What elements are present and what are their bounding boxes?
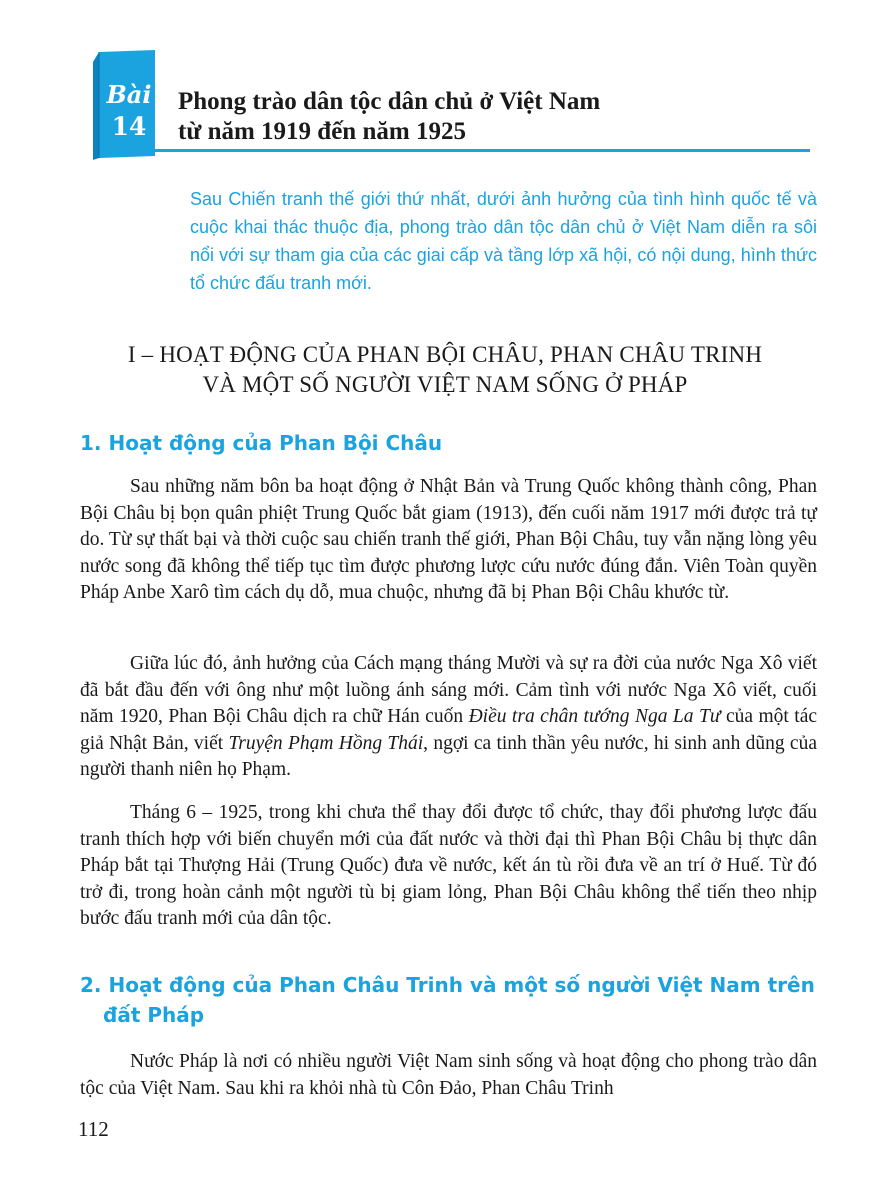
paragraph-2-part-b: của một tác giả Nhật Bản, viết [80, 706, 818, 754]
section-heading-line2: VÀ MỘT SỐ NGƯỜI VIỆT NAM SỐNG Ở PHÁP [202, 372, 688, 397]
paragraph-4: Nước Pháp là nơi có nhiều người Việt Nam sinh sống và hoạt động cho phong trào dân tộc của Việt Nam. Sau khi ra khỏi nhà tù Côn Đảo, Phan Châu Trinh [80, 1051, 817, 1099]
lesson-number: 14 [111, 112, 147, 141]
lesson-label: Bài [106, 80, 152, 109]
lesson-title-line1: Phong trào dân tộc dân chủ ở Việt Nam [178, 88, 601, 115]
title-divider [155, 149, 810, 152]
subheading-1: 1. Hoạt động của Phan Bội Châu [80, 431, 443, 455]
paragraph-2 [80, 651, 817, 784]
page-number: 112 [78, 1117, 109, 1141]
book-title-2: Truyện Phạm Hồng Thái [228, 732, 424, 754]
paragraph-2-part-c: , ngợi ca tinh thần yêu nước, hi sinh anh dũng của người thanh niên họ Phạm. [80, 732, 817, 781]
lesson-badge [93, 50, 155, 160]
subheading-2 [80, 970, 820, 1030]
section-heading [60, 340, 830, 400]
section-heading-line1: I – HOẠT ĐỘNG CỦA PHAN BỘI CHÂU, PHAN CHÂU TRINH [127, 342, 763, 367]
lesson-title-line2: từ năm 1919 đến năm 1925 [178, 118, 466, 145]
paragraph-1: Sau những năm bôn ba hoạt động ở Nhật Bản và Trung Quốc không thành công, Phan Bội Châu bị bọn quân phiệt Trung Quốc bắt giam (1913), đến cuối năm 1917 mới được trả tự do. Từ sự thất bại và thời cuộc sau chiến tranh thế giới, Phan Bội Châu, tuy vẫn nặng lòng yêu nước song đã không thể tiếp tục tìm được phương lược cứu nước đúng đắn. Viên Toàn quyền Pháp Anbe Xarô tìm cách dụ dỗ, mua chuộc, nhưng đã bị Phan Bội Châu khước từ. [80, 476, 817, 604]
lesson-intro: Sau Chiến tranh thế giới thứ nhất, dưới ảnh hưởng của tình hình quốc tế và cuộc khai thác thuộc địa, phong trào dân tộc dân chủ ở Việt Nam diễn ra sôi nổi với sự tham gia của các giai cấp và tầng lớp xã hội, có nội dung, hình thức tổ chức đấu tranh mới. [190, 189, 817, 293]
lesson-title [178, 87, 818, 147]
subheading-2-line1: 2. Hoạt động của Phan Châu Trinh và một số người Việt Nam trên [80, 973, 815, 997]
subheading-2-line2: đất Pháp [103, 1003, 205, 1027]
book-title-1: Điều tra chân tướng Nga La Tư [468, 706, 721, 728]
paragraph-2-part-a: Giữa lúc đó, ảnh hưởng của Cách mạng tháng Mười và sự ra đời của nước Nga Xô viết đã bắt đầu đến với ông như một luồng ánh sáng mới. Cảm tình với nước Nga Xô viết, cuối năm 1920, Phan Bội Châu dịch ra chữ Hán cuốn [80, 653, 817, 728]
paragraph-3: Tháng 6 – 1925, trong khi chưa thể thay đổi được tổ chức, thay đổi phương lược đấu tranh thích hợp với biến chuyển mới của đất nước và thời đại thì Phan Bội Châu bị thực dân Pháp bắt tại Thượng Hải (Trung Quốc) đưa về nước, kết án tù rồi đưa về an trí ở Huế. Từ đó trở đi, trong hoàn cảnh một người tù bị giam lỏng, Phan Bội Châu không thể tiến theo nhịp bước đấu tranh mới của dân tộc. [80, 802, 817, 930]
